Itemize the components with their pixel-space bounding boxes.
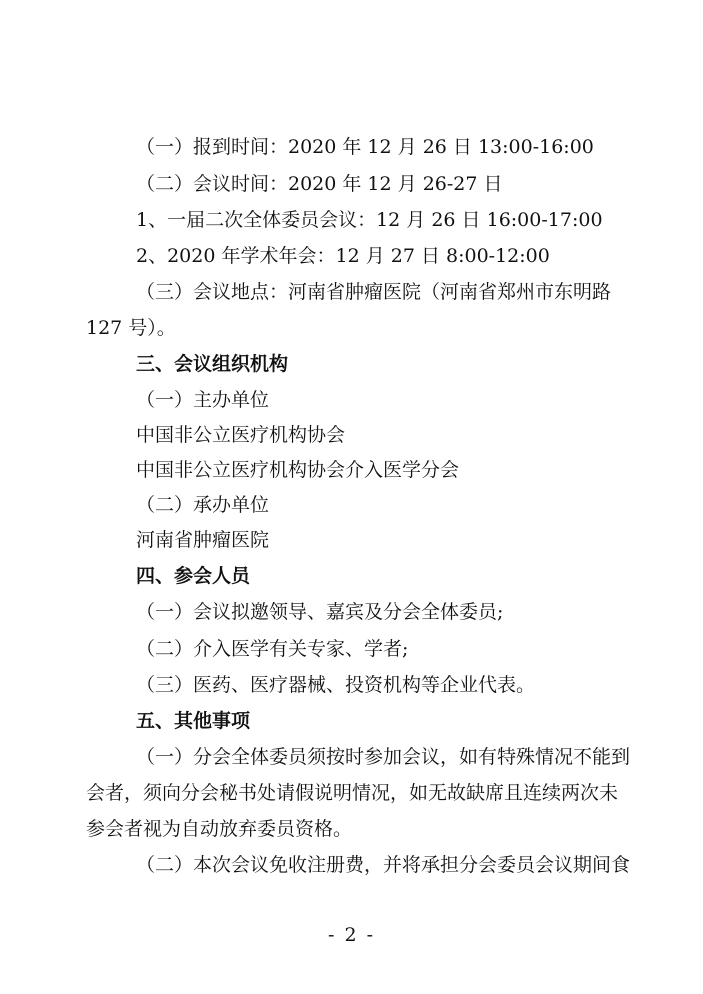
page-number: - 2 - <box>327 924 375 946</box>
section-heading-other: 五、其他事项 <box>136 710 251 732</box>
host-org-1: 中国非公立医疗机构协会 <box>136 424 346 446</box>
subheading-host: （一）主办单位 <box>136 389 270 411</box>
attendee-item-2: （二）介入医学有关专家、学者; <box>136 638 409 660</box>
section-heading-organization: 三、会议组织机构 <box>136 353 289 375</box>
other-item-1-line3: 参会者视为自动放弃委员资格。 <box>86 818 353 840</box>
other-item-2-line1: （二）本次会议免收注册费，并将承担分会委员会议期间食 <box>136 854 631 876</box>
host-org-2: 中国非公立医疗机构协会介入医学分会 <box>136 459 460 481</box>
registration-time: （一）报到时间：2020 年 12 月 26 日 13:00-16:00 <box>136 136 594 158</box>
meeting-time: （二）会议时间：2020 年 12 月 26-27 日 <box>136 173 503 195</box>
meeting-location: （三）会议地点：河南省肿瘤医院（河南省郑州市东明路 <box>136 281 612 303</box>
subheading-organizer: （二）承办单位 <box>136 494 270 516</box>
attendee-item-1: （一）会议拟邀领导、嘉宾及分会全体委员; <box>136 601 504 623</box>
section-heading-attendees: 四、参会人员 <box>136 565 251 587</box>
organizer-org: 河南省肿瘤医院 <box>136 529 270 551</box>
other-item-1-line1: （一）分会全体委员须按时参加会议，如有特殊情况不能到 <box>136 746 631 768</box>
schedule-item-1: 1、一届二次全体委员会议：12 月 26 日 16:00-17:00 <box>136 209 603 231</box>
attendee-item-3: （三）医药、医疗器械、投资机构等企业代表。 <box>136 674 536 696</box>
other-item-1-line2: 会者，须向分会秘书处请假说明情况，如无故缺席且连续两次未 <box>86 782 619 804</box>
schedule-item-2: 2、2020 年学术年会：12 月 27 日 8:00-12:00 <box>136 245 550 267</box>
meeting-location-cont: 127 号）。 <box>86 317 176 339</box>
